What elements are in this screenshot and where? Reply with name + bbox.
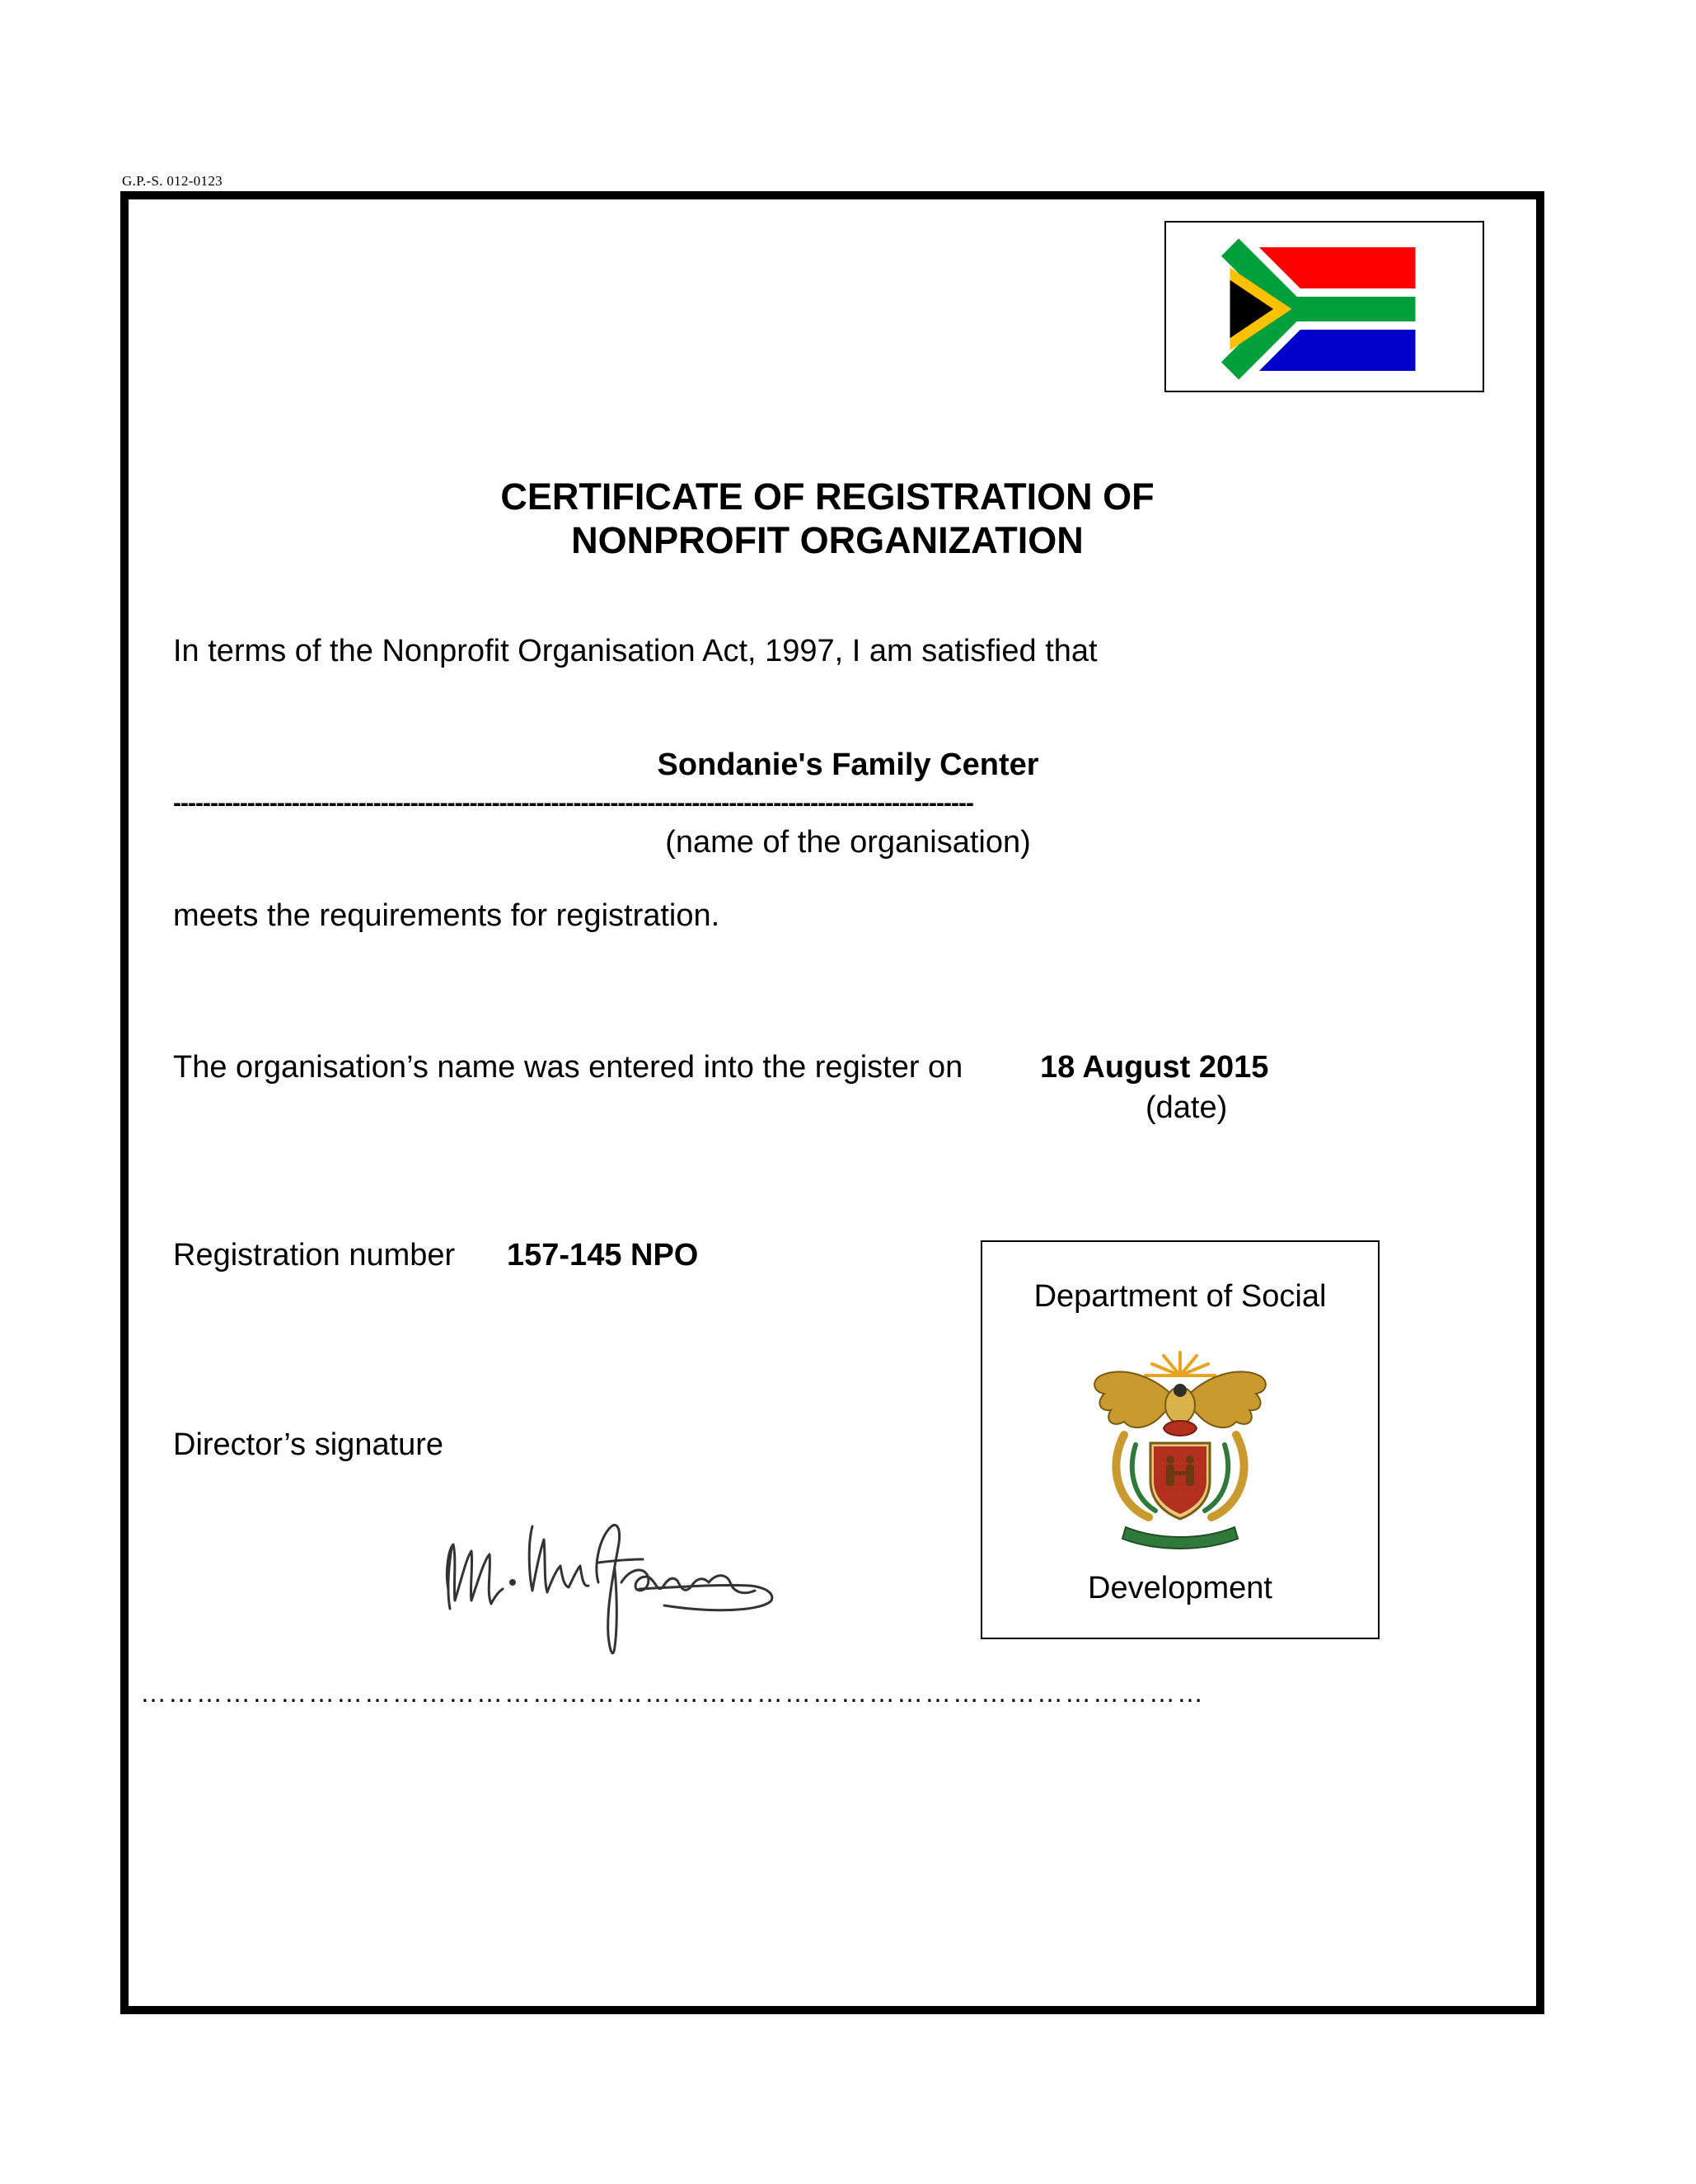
register-date: 18 August 2015 <box>1040 1050 1269 1085</box>
south-africa-coat-of-arms-icon <box>1085 1343 1276 1550</box>
registration-number: 157-145 NPO <box>507 1238 699 1272</box>
certificate-frame <box>120 191 1544 2014</box>
requirements-text: meets the requirements for registration. <box>173 898 720 933</box>
register-entry-label: The organisation’s name was entered into the register on <box>173 1050 963 1085</box>
organisation-name: Sondanie's Family Center <box>657 748 1039 782</box>
flag-box <box>1164 221 1484 392</box>
director-signature-icon <box>437 1490 799 1671</box>
registration-number-label: Registration number <box>173 1238 456 1272</box>
directors-signature-label: Director’s signature <box>173 1427 444 1462</box>
signature-dotted-line: …………………………………………………………………………………………………… <box>140 1678 1205 1708</box>
organisation-name-caption: (name of the organisation) <box>665 825 1031 860</box>
organisation-name-dashes: ------------------------------------------------------------------------------------------------------------ <box>173 790 973 817</box>
intro-text: In terms of the Nonprofit Organisation Act, 1997, I am satisfied that <box>173 634 1098 668</box>
department-box <box>981 1240 1380 1639</box>
department-name-line-1: Department of Social <box>1033 1279 1327 1314</box>
certificate-title-line-1: CERTIFICATE OF REGISTRATION OF <box>500 476 1155 518</box>
form-code: G.P.-S. 012-0123 <box>122 173 223 189</box>
south-africa-flag-icon <box>1212 247 1433 371</box>
register-date-caption: (date) <box>1146 1090 1228 1125</box>
certificate-title-line-2: NONPROFIT ORGANIZATION <box>571 519 1084 561</box>
department-name-line-2: Development <box>1088 1571 1272 1605</box>
